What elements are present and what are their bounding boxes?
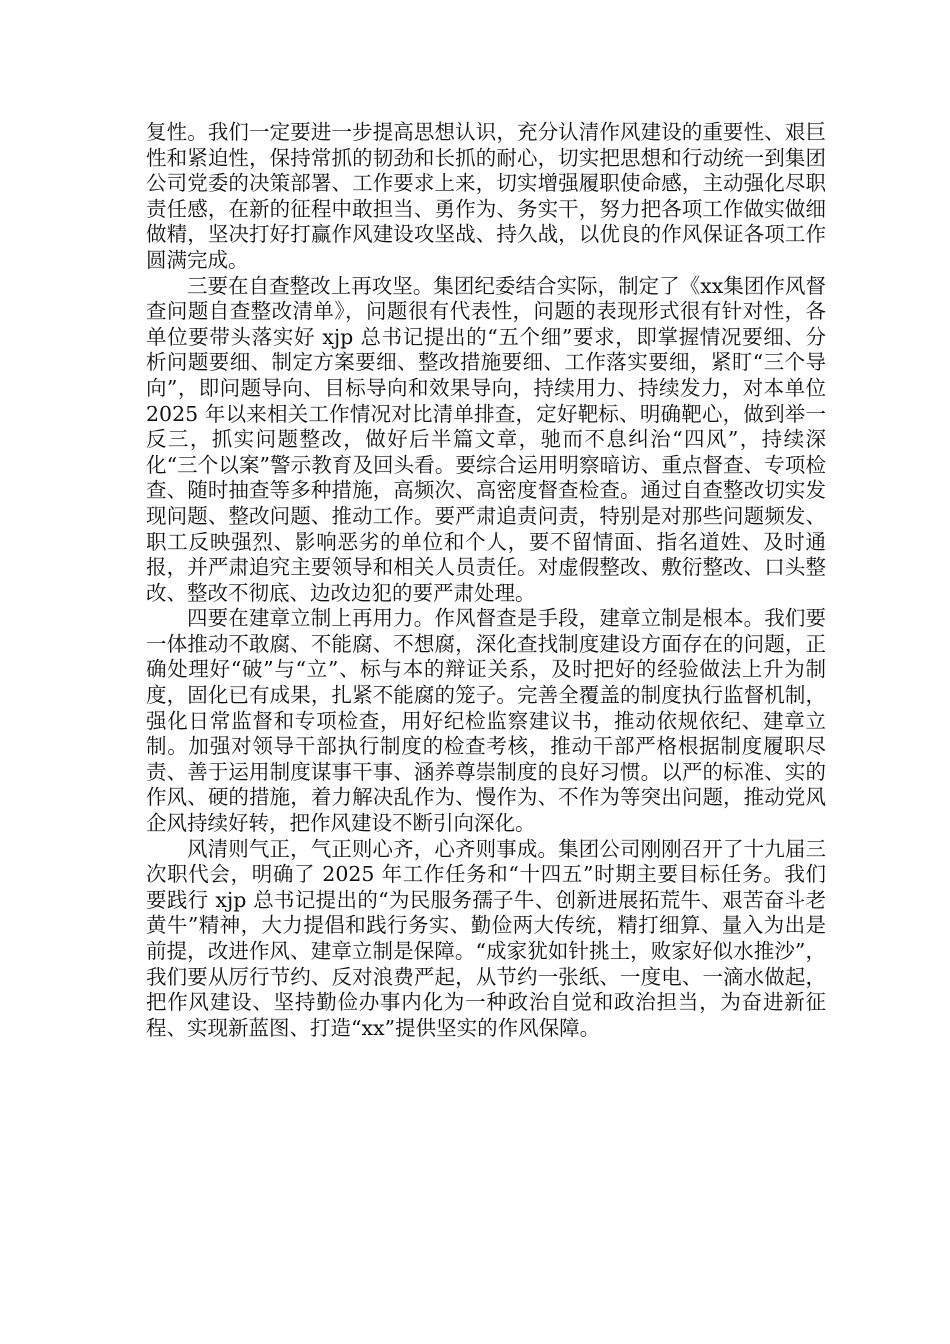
paragraph-continuation: 复性。我们一定要进一步提高思想认识，充分认清作风建设的重要性、艰巨性和紧迫性，保持常抓的韧劲和长抓的耐心，切实把思想和行动统一到集团公司党委的决策部署、工作要求上来，切实增强履职使命感，主动强化尽职责任感，在新的征程中敢担当、勇作为、务实干，努力把各项工作做实做细做精，坚决打好打赢作风建设攻坚战、持久战，以优良的作风保证各项工作圆满完成。	[146, 120, 826, 272]
document-body	[146, 120, 826, 1041]
paragraph-institution-building: 四要在建章立制上再用力。作风督查是手段，建章立制是根本。我们要一体推动不敢腐、不能腐、不想腐，深化查找制度建设方面存在的问题，正确处理好“破”与“立”、标与本的辩证关系，及时把好的经验做法上升为制度，固化已有成果，扎紧不能腐的笼子。完善全覆盖的制度执行监督机制，强化日常监督和专项检查，用好纪检监察建议书，推动依规依纪、建章立制。加强对领导干部执行制度的检查考核，推动干部严格根据制度履职尽责、善于运用制度谋事干事、涵养尊崇制度的良好习惯。以严的标准、实的作风、硬的措施，着力解决乱作为、慢作为、不作为等突出问题，推动党风企风持续好转，把作风建设不断引向深化。	[146, 606, 826, 836]
paragraph-conclusion: 风清则气正，气正则心齐，心齐则事成。集团公司刚刚召开了十九届三次职代会，明确了 2025 年工作任务和“十四五”时期主要目标任务。我们要践行 xjp 总书记提出的“为民服务孺子牛、创新进展拓荒牛、艰苦奋斗老黄牛”精神，大力提倡和践行务实、勤俭两大传统，精打细算、量入为出是前提，改进作风、建章立制是保障。“成家犹如针挑土，败家好似水推沙”，我们要从厉行节约、反对浪费严起，从节约一张纸、一度电、一滴水做起，把作风建设、坚持勤俭办事内化为一种政治自觉和政治担当，为奋进新征程、实现新蓝图、打造“xx”提供坚实的作风保障。	[146, 836, 826, 1040]
paragraph-self-inspection: 三要在自查整改上再攻坚。集团纪委结合实际，制定了《xx集团作风督查问题自查整改清单》，问题很有代表性，问题的表现形式很有针对性，各单位要带头落实好 xjp 总书记提出的“五个细”要求，即掌握情况要细、分析问题要细、制定方案要细、整改措施要细、工作落实要细，紧盯“三个导向”，即问题导向、目标导向和效果导向，持续用力、持续发力，对本单位 2025 年以来相关工作情况对比清单排查，定好靶标、明确靶心，做到举一反三，抓实问题整改，做好后半篇文章，驰而不息纠治“四风”，持续深化“三个以案”警示教育及回头看。要综合运用明察暗访、重点督查、专项检查、随时抽查等多种措施，高频次、高密度督查检查。通过自查整改切实发现问题、整改问题、推动工作。要严肃追责问责，特别是对那些问题频发、职工反映强烈、影响恶劣的单位和个人，要不留情面、指名道姓、及时通报，并严肃追究主要领导和相关人员责任。对虚假整改、敷衍整改、口头整改、整改不彻底、边改边犯的要严肃处理。	[146, 273, 826, 605]
